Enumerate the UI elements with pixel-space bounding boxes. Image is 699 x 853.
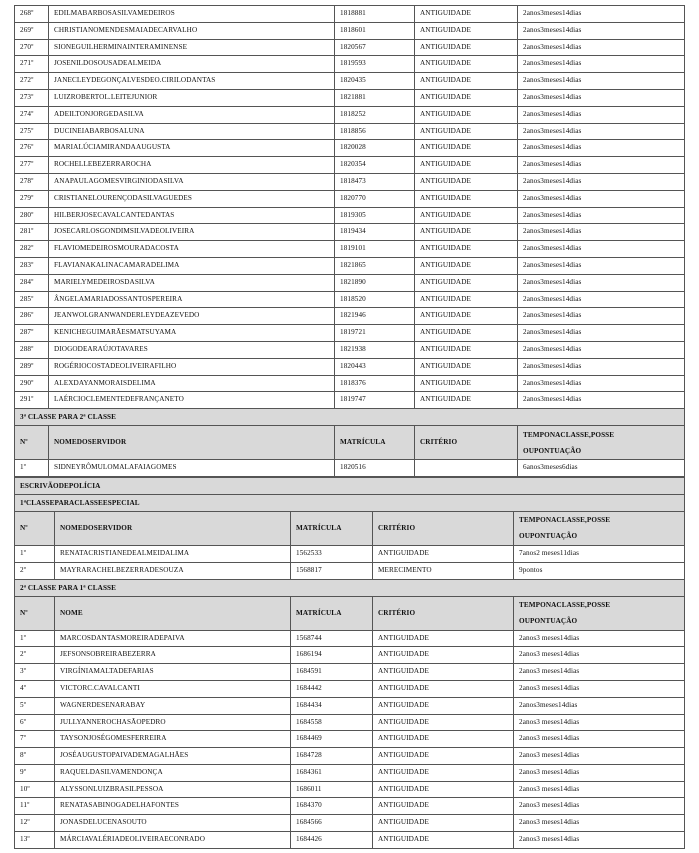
cell-matricula: 1818376 [335,375,415,392]
col-header-matricula: MATRÍCULA [335,426,415,460]
cell-criterio: ANTIGUIDADE [415,22,518,39]
cell-nome: JEANWOLGRANWANDERLEYDEAZEVEDO [49,308,335,325]
cell-tempo: 6anos3meses6dias [518,460,685,477]
cell-matricula: 1818252 [335,106,415,123]
cell-tempo: 2anos3meses14dias [518,140,685,157]
cell-matricula: 1684370 [291,798,373,815]
cell-tempo: 2anos3meses14dias [518,291,685,308]
cell-tempo: 2anos3meses14dias [518,190,685,207]
table-row [15,341,685,358]
cell-criterio: ANTIGUIDADE [415,207,518,224]
cell-nome: JOSÉAUGUSTOPAIVADEMAGALHÃES [55,748,291,765]
cell-numero: 1º [15,460,49,477]
cell-numero: 287º [15,325,49,342]
cell-tempo: 2anos3 meses14dias [514,664,685,681]
cell-tempo: 2anos3meses14dias [514,697,685,714]
table-row [15,291,685,308]
cell-numero: 10º [15,781,55,798]
cell-criterio: ANTIGUIDADE [415,39,518,56]
cell-tempo: 2anos3meses14dias [518,325,685,342]
cell-criterio: ANTIGUIDADE [415,89,518,106]
table-row [15,798,685,815]
table-row [15,815,685,832]
col-header-numero: Nº [15,426,49,460]
cell-tempo: 2anos3 meses14dias [514,647,685,664]
cell-nome: LAÉRCIOCLEMENTEDEFRANÇANETO [49,392,335,409]
table-row [15,647,685,664]
section-title-1a-especial: 1ªCLASSEPARACLASSEESPECIAL [15,494,685,511]
cell-criterio: ANTIGUIDADE [415,73,518,90]
cell-matricula: 1684434 [291,697,373,714]
section-title-escrivao: ESCRIVÃODEPOLÍCIA [15,477,685,494]
table-body-3a-para-2a [15,460,685,477]
table-row [15,325,685,342]
cell-criterio: ANTIGUIDADE [373,697,514,714]
cell-numero: 3º [15,664,55,681]
cell-tempo: 2anos3meses14dias [518,106,685,123]
cell-numero: 1º [15,630,55,647]
table-row [15,89,685,106]
cell-tempo: 7anos2 meses11dias [514,545,685,562]
cell-matricula: 1821890 [335,274,415,291]
table-row [15,630,685,647]
cell-numero: 285º [15,291,49,308]
table-row [15,562,685,579]
table-row [15,140,685,157]
cell-nome: MARIELYMEDEIROSDASILVA [49,274,335,291]
cell-criterio: ANTIGUIDADE [415,308,518,325]
cell-numero: 276º [15,140,49,157]
cell-nome: VIRGÍNIAMALTADEFARIAS [55,664,291,681]
table-row [15,56,685,73]
cell-numero: 12º [15,815,55,832]
table-row [15,375,685,392]
cell-matricula: 1820567 [335,39,415,56]
cell-matricula: 1820028 [335,140,415,157]
col-header-matricula: MATRÍCULA [291,596,373,630]
cell-numero: 13º [15,832,55,849]
cell-nome: JONASDELUCENASOUTO [55,815,291,832]
cell-numero: 272º [15,73,49,90]
col-header-nome: NOMEDOSERVIDOR [55,511,291,545]
cell-tempo: 2anos3 meses14dias [514,781,685,798]
cell-nome: ALEXDAYANMORAISDELIMA [49,375,335,392]
cell-tempo: 2anos3meses14dias [518,308,685,325]
cell-criterio: ANTIGUIDADE [415,173,518,190]
cell-nome: FLAVIOMEDEIROSMOURADACOSTA [49,241,335,258]
table-row [15,358,685,375]
col-header-tempo-line2: OUPONTUAÇÃO [519,617,578,626]
section-row [15,494,685,511]
cell-criterio: ANTIGUIDADE [415,375,518,392]
cell-tempo: 2anos3meses14dias [518,341,685,358]
cell-nome: RENATASABINOGADELHAFONTES [55,798,291,815]
cell-nome: FLAVIANAKALINACAMARADELIMA [49,257,335,274]
cell-tempo: 2anos3meses14dias [518,56,685,73]
col-header-tempo-line1: TEMPONACLASSE,POSSE [523,430,615,439]
cell-nome: ALYSSONLUIZBRASILPESSOA [55,781,291,798]
cell-nome: WAGNERDESENARABAY [55,697,291,714]
cell-criterio: ANTIGUIDADE [373,764,514,781]
cell-matricula: 1819305 [335,207,415,224]
cell-criterio: ANTIGUIDADE [415,392,518,409]
cell-criterio: MERECIMENTO [373,562,514,579]
cell-nome: MAYRARACHELBEZERRADESOUZA [55,562,291,579]
cell-nome: CRISTIANELOURENÇODASILVAGUEDES [49,190,335,207]
cell-tempo: 2anos3meses14dias [518,89,685,106]
cell-matricula: 1820516 [335,460,415,477]
cell-numero: 9º [15,764,55,781]
cell-numero: 269º [15,22,49,39]
cell-nome: ROCHELLEBEZERRAROCHA [49,157,335,174]
cell-numero: 291º [15,392,49,409]
cell-tempo: 2anos3meses14dias [518,257,685,274]
cell-tempo: 2anos3meses14dias [518,173,685,190]
table-body-3a-classe [15,6,685,409]
table-row [15,714,685,731]
header-row [15,511,685,545]
cell-numero: 280º [15,207,49,224]
cell-nome: CHRISTIANOMENDESMAIADECARVALHO [49,22,335,39]
cell-criterio: ANTIGUIDADE [373,647,514,664]
table-row [15,764,685,781]
col-header-tempo [514,511,685,545]
table-row [15,157,685,174]
cell-criterio: ANTIGUIDADE [373,664,514,681]
section-row [15,477,685,494]
cell-tempo: 2anos3meses14dias [518,241,685,258]
table-row [15,207,685,224]
cell-matricula: 1684469 [291,731,373,748]
cell-nome: TAYSONJOSÉGOMESFERREIRA [55,731,291,748]
cell-numero: 284º [15,274,49,291]
promotion-table-delegado [14,5,685,477]
cell-criterio: ANTIGUIDADE [373,815,514,832]
cell-criterio: ANTIGUIDADE [415,56,518,73]
table-row [15,6,685,23]
cell-nome: MARCOSDANTASMOREIRADEPAIVA [55,630,291,647]
cell-numero: 281º [15,224,49,241]
table-row [15,190,685,207]
cell-matricula: 1818473 [335,173,415,190]
cell-nome: LUIZROBERTOL.LEITEJUNIOR [49,89,335,106]
cell-matricula: 1684442 [291,680,373,697]
cell-matricula: 1821881 [335,89,415,106]
header-row [15,596,685,630]
cell-criterio: ANTIGUIDADE [373,630,514,647]
cell-tempo: 2anos3 meses14dias [514,815,685,832]
col-header-tempo-line2: OUPONTUAÇÃO [523,446,582,455]
col-header-nome: NOMEDOSERVIDOR [49,426,335,460]
cell-numero: 290º [15,375,49,392]
table-row [15,22,685,39]
cell-nome: HILBERJOSECAVALCANTEDANTAS [49,207,335,224]
table-row [15,241,685,258]
cell-criterio [415,460,518,477]
cell-criterio: ANTIGUIDADE [373,545,514,562]
cell-matricula: 1686011 [291,781,373,798]
table-row [15,173,685,190]
table-row [15,731,685,748]
cell-matricula: 1820354 [335,157,415,174]
cell-numero: 6º [15,714,55,731]
cell-tempo: 2anos3 meses14dias [514,714,685,731]
table-body-2a-1a [15,630,685,848]
table-row [15,697,685,714]
table-row [15,392,685,409]
cell-numero: 283º [15,257,49,274]
col-header-matricula: MATRÍCULA [291,511,373,545]
cell-numero: 277º [15,157,49,174]
cell-criterio: ANTIGUIDADE [415,224,518,241]
cell-matricula: 1562533 [291,545,373,562]
cell-numero: 275º [15,123,49,140]
cell-tempo: 2anos3meses14dias [518,224,685,241]
cell-numero: 286º [15,308,49,325]
cell-numero: 268º [15,6,49,23]
table-row [15,123,685,140]
cell-matricula: 1819747 [335,392,415,409]
cell-numero: 1º [15,545,55,562]
cell-matricula: 1821865 [335,257,415,274]
table-row [15,308,685,325]
cell-tempo: 2anos3meses14dias [518,358,685,375]
col-header-tempo [518,426,685,460]
cell-matricula: 1820770 [335,190,415,207]
promotion-table-escrivao [14,477,685,849]
cell-criterio: ANTIGUIDADE [415,106,518,123]
table-row [15,832,685,849]
cell-tempo: 2anos3meses14dias [518,123,685,140]
cell-matricula: 1684591 [291,664,373,681]
col-header-tempo-line1: TEMPONACLASSE,POSSE [519,601,611,610]
cell-criterio: ANTIGUIDADE [415,325,518,342]
cell-nome: ANAPAULAGOMESVIRGINIODASILVA [49,173,335,190]
cell-nome: JANECLEYDEGONÇALVESDEO.CIRILODANTAS [49,73,335,90]
cell-tempo: 2anos3meses14dias [518,392,685,409]
cell-matricula: 1684426 [291,832,373,849]
cell-nome: EDILMABARBOSASILVAMEDEIROS [49,6,335,23]
cell-matricula: 1819101 [335,241,415,258]
cell-criterio: ANTIGUIDADE [415,257,518,274]
cell-matricula: 1819721 [335,325,415,342]
cell-nome: SIONEGUILHERMINAINTERAMINENSE [49,39,335,56]
cell-matricula: 1568744 [291,630,373,647]
cell-nome: SIDNEYRÔMULOMALAFAIAGOMES [49,460,335,477]
table-row [15,106,685,123]
cell-matricula: 1818601 [335,22,415,39]
cell-criterio: ANTIGUIDADE [415,140,518,157]
cell-tempo: 2anos3meses14dias [518,73,685,90]
table-row [15,664,685,681]
cell-criterio: ANTIGUIDADE [415,358,518,375]
section-title-2a-1a: 2ª CLASSE PARA 1ª CLASSE [15,579,685,596]
table-row [15,39,685,56]
cell-matricula: 1821946 [335,308,415,325]
cell-numero: 4º [15,680,55,697]
table-row [15,748,685,765]
col-header-tempo [514,596,685,630]
cell-numero: 282º [15,241,49,258]
cell-tempo: 2anos3meses14dias [518,274,685,291]
cell-nome: RAQUELDASILVAMENDONÇA [55,764,291,781]
table-row [15,680,685,697]
cell-numero: 2º [15,647,55,664]
cell-numero: 274º [15,106,49,123]
cell-criterio: ANTIGUIDADE [415,157,518,174]
cell-matricula: 1568817 [291,562,373,579]
cell-numero: 11º [15,798,55,815]
cell-criterio: ANTIGUIDADE [373,748,514,765]
table-row [15,73,685,90]
cell-nome: DUCINEIABARBOSALUNA [49,123,335,140]
cell-matricula: 1819434 [335,224,415,241]
col-header-criterio: CRITÉRIO [415,426,518,460]
cell-tempo: 2anos3 meses14dias [514,680,685,697]
header-row [15,426,685,460]
cell-nome: ÂNGELAMARIADOSSANTOSPEREIRA [49,291,335,308]
cell-numero: 288º [15,341,49,358]
cell-numero: 270º [15,39,49,56]
section-row [15,579,685,596]
table-row [15,781,685,798]
cell-matricula: 1818856 [335,123,415,140]
cell-matricula: 1684566 [291,815,373,832]
cell-tempo: 2anos3 meses14dias [514,731,685,748]
cell-tempo: 2anos3 meses14dias [514,748,685,765]
section-title: 3ª CLASSE PARA 2ª CLASSE [15,409,685,426]
cell-criterio: ANTIGUIDADE [415,341,518,358]
table-row [15,224,685,241]
cell-numero: 5º [15,697,55,714]
cell-tempo: 2anos3meses14dias [518,157,685,174]
cell-nome: RENATACRISTIANEDEALMEIDALIMA [55,545,291,562]
table-body-1a-especial [15,545,685,579]
cell-tempo: 2anos3 meses14dias [514,630,685,647]
cell-matricula: 1820435 [335,73,415,90]
cell-matricula: 1818520 [335,291,415,308]
cell-matricula: 1684728 [291,748,373,765]
cell-tempo: 9pontos [514,562,685,579]
cell-matricula: 1819593 [335,56,415,73]
cell-numero: 273º [15,89,49,106]
cell-tempo: 2anos3meses14dias [518,6,685,23]
cell-tempo: 2anos3 meses14dias [514,798,685,815]
cell-numero: 289º [15,358,49,375]
col-header-criterio: CRITÉRIO [373,511,514,545]
cell-nome: ROGÉRIOCOSTADEOLIVEIRAFILHO [49,358,335,375]
cell-criterio: ANTIGUIDADE [373,781,514,798]
cell-criterio: ANTIGUIDADE [373,680,514,697]
cell-numero: 279º [15,190,49,207]
section-row [15,409,685,426]
col-header-numero: Nº [15,596,55,630]
cell-criterio: ANTIGUIDADE [415,123,518,140]
cell-criterio: ANTIGUIDADE [415,241,518,258]
col-header-numero: Nº [15,511,55,545]
cell-tempo: 2anos3meses14dias [518,22,685,39]
table-row [15,257,685,274]
cell-criterio: ANTIGUIDADE [373,731,514,748]
cell-matricula: 1686194 [291,647,373,664]
col-header-tempo-line1: TEMPONACLASSE,POSSE [519,516,611,525]
cell-numero: 278º [15,173,49,190]
cell-nome: JOSECARLOSGONDIMSILVADEOLIVEIRA [49,224,335,241]
col-header-criterio: CRITÉRIO [373,596,514,630]
cell-matricula: 1820443 [335,358,415,375]
cell-matricula: 1818881 [335,6,415,23]
cell-numero: 271º [15,56,49,73]
cell-tempo: 2anos3meses14dias [518,375,685,392]
cell-numero: 2º [15,562,55,579]
cell-criterio: ANTIGUIDADE [415,190,518,207]
table-row [15,545,685,562]
cell-criterio: ANTIGUIDADE [373,798,514,815]
cell-nome: VICTORC.CAVALCANTI [55,680,291,697]
cell-nome: DIOGODEARAÚJOTAVARES [49,341,335,358]
cell-matricula: 1821938 [335,341,415,358]
cell-tempo: 2anos3 meses14dias [514,832,685,849]
cell-criterio: ANTIGUIDADE [373,714,514,731]
table-row [15,274,685,291]
cell-nome: KENICHEGUIMARÃESMATSUYAMA [49,325,335,342]
cell-nome: MÁRCIAVALÉRIADEOLIVEIRAECONRADO [55,832,291,849]
col-header-nome: NOME [55,596,291,630]
cell-nome: JOSENILDOSOUSADEALMEIDA [49,56,335,73]
cell-criterio: ANTIGUIDADE [415,6,518,23]
cell-nome: MARIALÚCIAMIRANDAAUGUSTA [49,140,335,157]
cell-tempo: 2anos3meses14dias [518,207,685,224]
col-header-tempo-line2: OUPONTUAÇÃO [519,532,578,541]
cell-nome: JULLYANNEROCHASÃOPEDRO [55,714,291,731]
cell-criterio: ANTIGUIDADE [415,274,518,291]
cell-numero: 8º [15,748,55,765]
cell-numero: 7º [15,731,55,748]
document-page [14,5,684,849]
cell-tempo: 2anos3 meses14dias [514,764,685,781]
cell-tempo: 2anos3meses14dias [518,39,685,56]
table-row [15,460,685,477]
cell-criterio: ANTIGUIDADE [415,291,518,308]
cell-nome: ADEILTONJORGEDASILVA [49,106,335,123]
cell-matricula: 1684361 [291,764,373,781]
cell-criterio: ANTIGUIDADE [373,832,514,849]
cell-nome: JEFSONSOBREIRABEZERRA [55,647,291,664]
cell-matricula: 1684558 [291,714,373,731]
